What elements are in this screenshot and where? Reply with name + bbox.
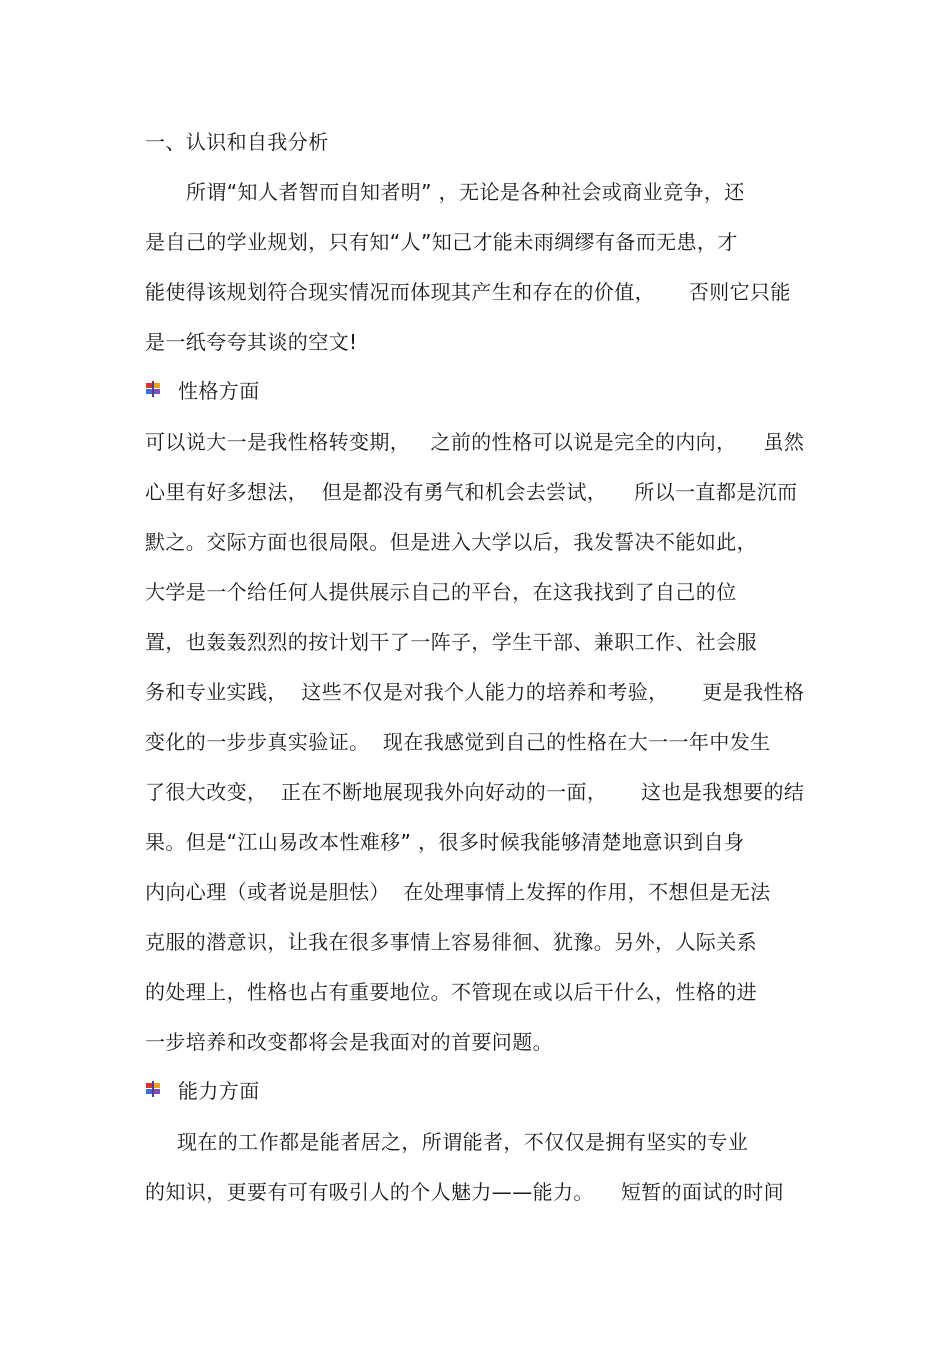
personality-line: 克服的潜意识，让我在很多事情上容易徘徊、犹豫。另外，人际关系 <box>145 930 757 954</box>
flag-bullet-icon <box>145 1081 161 1097</box>
personality-line: 心里有好多想法， 但是都没有勇气和机会去尝试， 所以一直都是沉而 <box>145 480 798 504</box>
personality-line: 一步培养和改变都将会是我面对的首要问题。 <box>145 1030 553 1054</box>
section-heading: 一、认识和自我分析 <box>145 130 329 154</box>
intro-line-1: 所谓“知人者智而自知者明” ，无论是各种社会或商业竞争，还 <box>186 180 745 204</box>
intro-line-2: 是自己的学业规划，只有知“人”知己才能未雨绸缪有备而无患，才 <box>145 230 738 254</box>
personality-line: 变化的一步步真实验证。 现在我感觉到自己的性格在大一一年中发生 <box>145 730 771 754</box>
personality-line: 置，也轰轰烈烈的按计划干了一阵子，学生干部、兼职工作、社会服 <box>145 630 757 654</box>
personality-line: 果。但是“江山易改本性难移” ，很多时候我能够清楚地意识到自身 <box>145 830 745 854</box>
personality-line: 默之。交际方面也很局限。但是进入大学以后，我发誓决不能如此， <box>145 530 757 554</box>
section-title-personality: 性格方面 <box>178 379 260 403</box>
personality-line: 可以说大一是我性格转变期， 之前的性格可以说是完全的内向， 虽然 <box>145 430 805 454</box>
section-title-ability: 能力方面 <box>178 1079 260 1103</box>
intro-line-4: 是一纸夸夸其谈的空文! <box>145 330 358 354</box>
personality-line: 了很大改变， 正在不断地展现我外向好动的一面， 这也是我想要的结 <box>145 780 805 804</box>
ability-line: 的知识，更要有可有吸引人的个人魅力——能力。 短暂的面试的时间 <box>145 1180 785 1204</box>
personality-line: 大学是一个给任何人提供展示自己的平台，在这我找到了自己的位 <box>145 580 737 604</box>
flag-bullet-icon <box>145 381 161 397</box>
personality-line: 的处理上，性格也占有重要地位。不管现在或以后干什么，性格的进 <box>145 980 757 1004</box>
intro-line-3: 能使得该规划符合现实情况而体现其产生和存在的价值， 否则它只能 <box>145 280 791 304</box>
ability-line: 现在的工作都是能者居之，所谓能者，不仅仅是拥有坚实的专业 <box>177 1130 749 1154</box>
personality-line: 务和专业实践， 这些不仅是对我个人能力的培养和考验， 更是我性格 <box>145 680 805 704</box>
personality-line: 内向心理（或者说是胆怯） 在处理事情上发挥的作用，不想但是无法 <box>145 880 771 904</box>
